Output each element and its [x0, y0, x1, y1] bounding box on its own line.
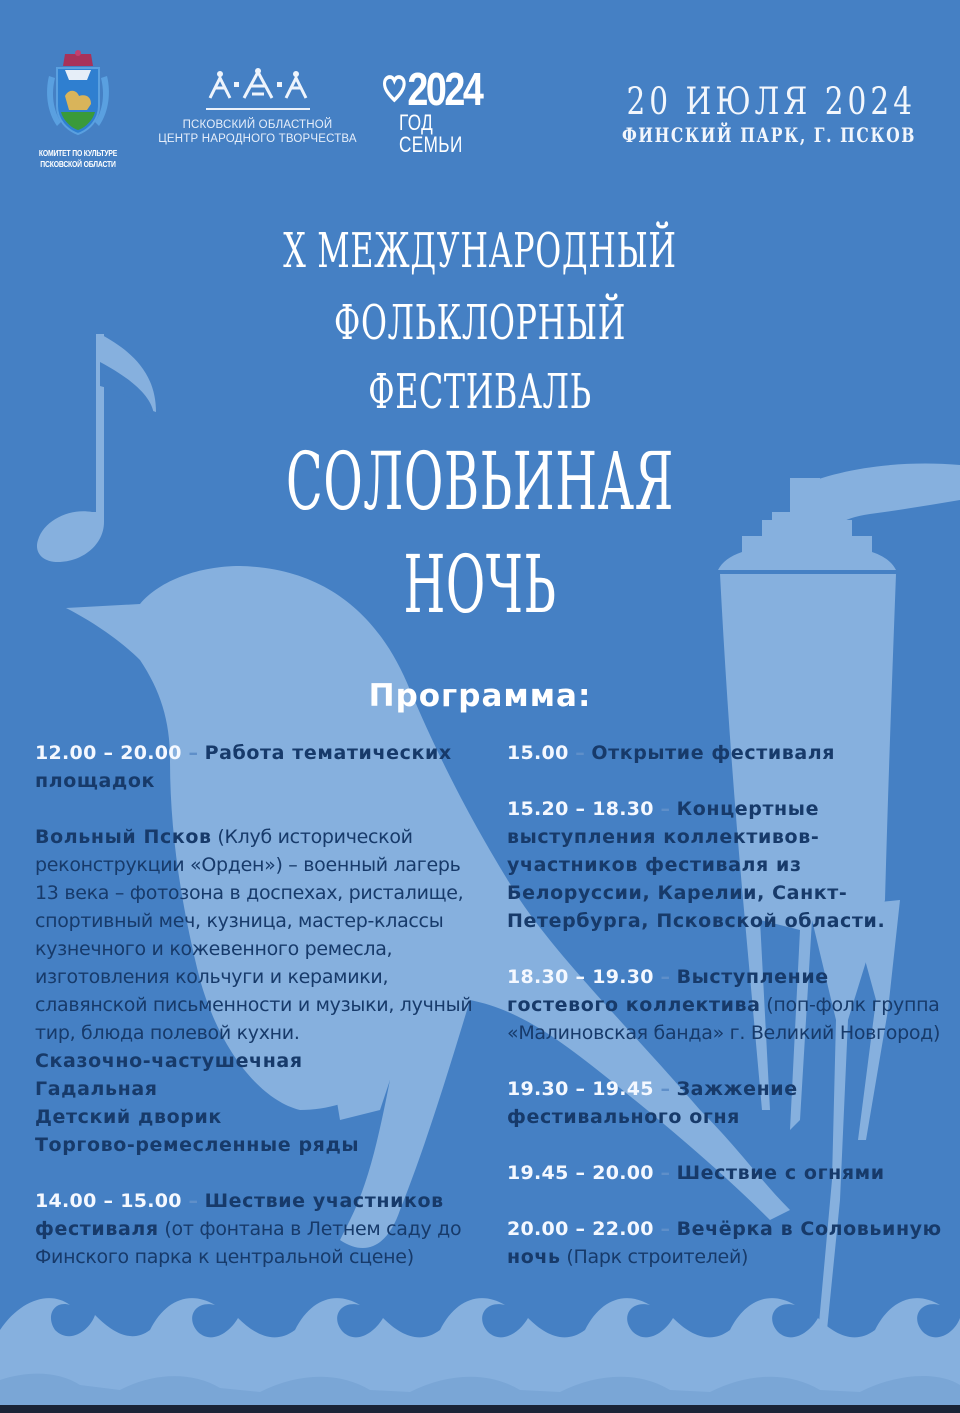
- entry-time: 19.30 – 19.45: [507, 1078, 654, 1100]
- program-left-column: [35, 739, 485, 1299]
- entry-dash: –: [653, 798, 677, 820]
- zone-item: Детский дворик: [35, 1106, 222, 1128]
- title-line-3: ФЕСТИВАЛЬ: [368, 364, 592, 420]
- festival-name-line-1: СОЛОВЬИНАЯ: [286, 435, 674, 528]
- title-line-1: X МЕЖДУНАРОДНЫЙ: [283, 223, 677, 279]
- entry-title: Выступление гостевого коллектива: [507, 966, 829, 1016]
- program-entry: [507, 795, 947, 935]
- entry-dash: –: [653, 1218, 677, 1240]
- program-right-column: [507, 739, 947, 1299]
- entry-dash: –: [653, 1078, 677, 1100]
- year-subtitle: ГОД СЕМЬИ: [399, 110, 463, 157]
- entry-time: 15.20 – 18.30: [507, 798, 654, 820]
- program-entry: [507, 1159, 947, 1187]
- entry-time: 19.45 – 20.00: [507, 1162, 654, 1184]
- entry-dash: –: [653, 966, 677, 988]
- program-entry: [35, 1187, 485, 1271]
- entry-dash: –: [568, 742, 592, 764]
- zone-item: Торгово-ремесленные ряды: [35, 1134, 360, 1156]
- program-entry: [507, 1215, 947, 1271]
- program-entry: [507, 1075, 947, 1131]
- entry-time: 15.00: [507, 742, 569, 764]
- folk-art-center-logo: [150, 68, 365, 146]
- entry-title: Вольный Псков: [35, 826, 212, 848]
- event-date-place: [539, 82, 916, 148]
- zone-item: Гадальная: [35, 1078, 158, 1100]
- entry-time: 14.00 – 15.00: [35, 1190, 182, 1212]
- entry-description: (Парк строителей): [560, 1246, 749, 1268]
- heart-icon: [383, 74, 406, 104]
- program-entry: [35, 739, 485, 795]
- event-date: 20 ИЮЛЯ 2024: [626, 80, 916, 123]
- center-caption-line2: ЦЕНТР НАРОДНОГО ТВОРЧЕСТВА: [158, 133, 357, 145]
- committee-caption-line2: ПСКОВСКОЙ ОБЛАСТИ: [40, 160, 116, 169]
- zone-item: Сказочно-частушечная: [35, 1050, 303, 1072]
- entry-title: Работа тематических площадок: [35, 742, 452, 792]
- bottom-edge: [0, 1405, 960, 1413]
- entry-title: Открытие фестиваля: [591, 742, 836, 764]
- entry-description: (поп-фолк группа «Малиновская банда» г. Великий Новгород): [507, 994, 941, 1044]
- entry-dash: –: [181, 1190, 205, 1212]
- program-entry: [35, 823, 485, 1047]
- program-zones: [35, 1047, 485, 1159]
- entry-title: Зажжение фестивального огня: [507, 1078, 798, 1128]
- center-caption-line1: ПСКОВСКИЙ ОБЛАСТНОЙ: [182, 119, 333, 131]
- entry-time: 12.00 – 20.00: [35, 742, 182, 764]
- title-line-2: ФОЛЬКЛОРНЫЙ: [334, 295, 626, 351]
- entry-time: 20.00 – 22.00: [507, 1218, 654, 1240]
- folk-ornament-icon: [204, 68, 312, 104]
- logo-divider: [206, 108, 310, 110]
- culture-committee-logo: [26, 48, 130, 170]
- year-number: 2024: [407, 63, 482, 115]
- entry-dash: –: [181, 742, 205, 764]
- program-entry: [507, 739, 947, 767]
- entry-title: Шествие участников фестиваля: [35, 1190, 444, 1240]
- entry-title: Шествие с огнями: [676, 1162, 885, 1184]
- entry-description: (Клуб исторической реконструкции «Орден») – военный лагерь 13 века – фотозона в доспехах, ристалище, спортивный меч, кузница, мастер-классы кузнечного и кожевенного ремесла, изготовления кольчуги и керамики, славянской письменности и музыки, лучный тир, блюда полевой кухни.: [35, 826, 473, 1044]
- year-of-family-logo: [383, 63, 503, 157]
- music-note-icon: [37, 334, 156, 562]
- entry-dash: –: [653, 1162, 677, 1184]
- waves-icon: [0, 1298, 960, 1405]
- event-place: ФИНСКИЙ ПАРК, Г. ПСКОВ: [621, 123, 916, 147]
- entry-title: Вечёрка в Соловьиную ночь: [507, 1218, 942, 1268]
- program-entry: [507, 963, 947, 1047]
- coat-of-arms-icon: [43, 48, 113, 140]
- entry-time: 18.30 – 19.30: [507, 966, 654, 988]
- entry-title: Концертные выступления коллективов-участников фестиваля из Белоруссии, Карелии, Санкт-Петербурга, Псковской области.: [507, 798, 886, 932]
- entry-description: (от фонтана в Летнем саду до Финского парка к центральной сцене): [35, 1218, 462, 1268]
- committee-caption-line1: КОМИТЕТ ПО КУЛЬТУРЕ: [38, 149, 118, 158]
- program-heading: Программа:: [368, 678, 592, 714]
- festival-name-line-2: НОЧЬ: [403, 538, 557, 631]
